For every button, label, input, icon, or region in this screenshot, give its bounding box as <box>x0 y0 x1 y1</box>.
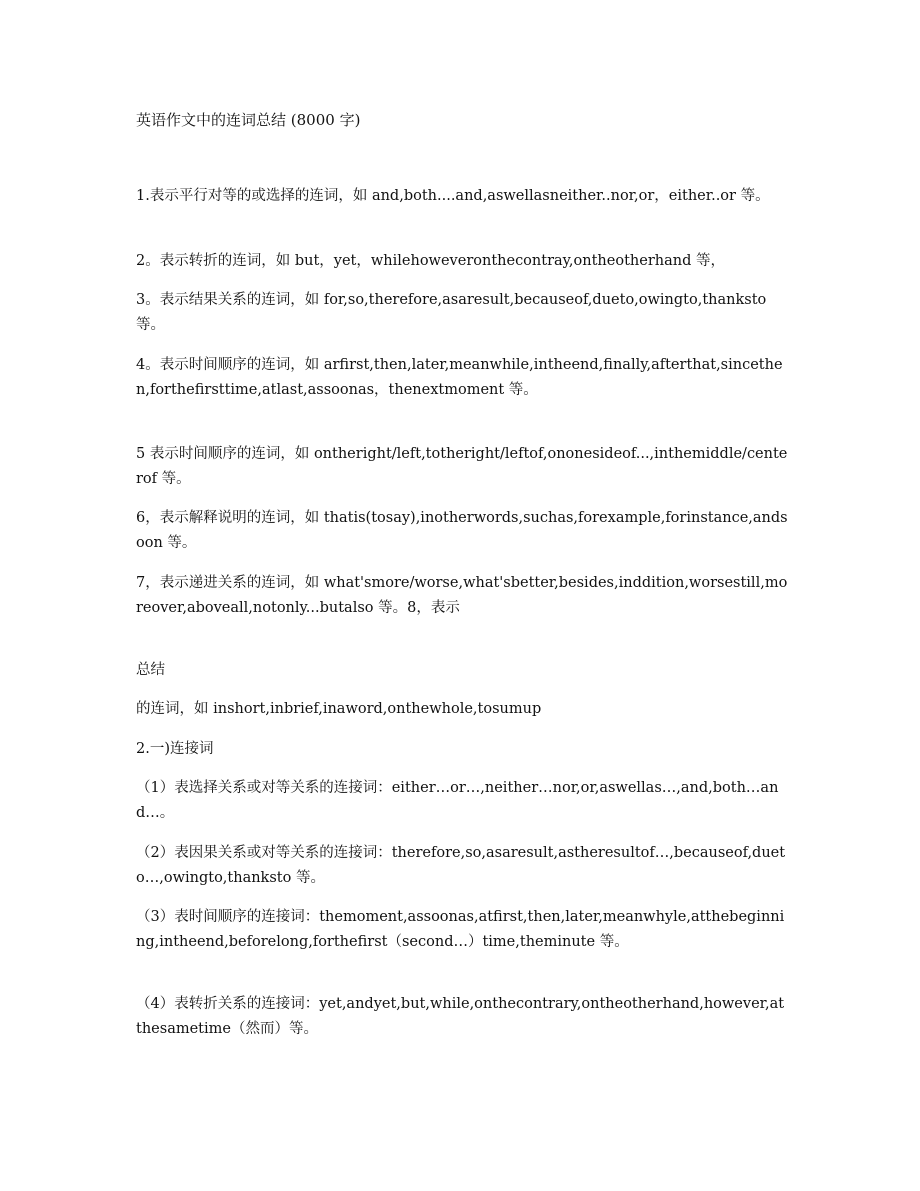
paragraph-6: 6，表示解释说明的连词，如 thatis(tosay),inotherwords,suchas,forexample,forinstance,andsoon 等。 <box>136 510 788 551</box>
paragraph-5: 5 表示时间顺序的连词，如 ontheright/left,totheright/leftof,ononesideof...,inthemiddle/centerof 等。 <box>136 446 788 487</box>
paragraph-9: （1）表选择关系或对等关系的连接词：either…or…,neither…nor,or,aswellas…,and,both…and…。 <box>136 780 779 821</box>
document-title: 英语作文中的连词总结 (8000 字) <box>136 111 361 129</box>
paragraph-8: 的连词，如 inshort,inbrief,inaword,onthewhole,tosumup <box>136 701 542 717</box>
paragraph-4: 4。表示时间顺序的连词，如 arfirst,then,later,meanwhile,intheend,finally,afterthat,sincethen,forthefirsttime,atlast,assoonas，thenextmoment 等。 <box>136 357 783 398</box>
paragraph-1: 1.表示平行对等的或选择的连词，如 and,both....and,aswellasneither..nor,or，either..or 等。 <box>136 188 770 204</box>
section-heading-conjunctions: 2.一)连接词 <box>136 741 214 757</box>
paragraph-2: 2。表示转折的连词，如 but，yet，whilehoweveronthecontray,ontheotherhand 等， <box>136 253 725 269</box>
paragraph-summary-heading: 总结 <box>136 662 165 678</box>
paragraph-11: （3）表时间顺序的连接词：themoment,assoonas,atfirst,then,later,meanwhyle,atthebeginning,intheend,beforelong,forthefirst（second…）time,theminute 等。 <box>136 909 785 950</box>
paragraph-7: 7，表示递进关系的连词，如 what'smore/worse,what'sbetter,besides,inddition,worsestill,moreover,aboveall,notonly...butalso 等。8，表示 <box>136 575 788 616</box>
paragraph-10: （2）表因果关系或对等关系的连接词：therefore,so,asaresult,astheresultof…,becauseof,dueto…,owingto,thanksto 等。 <box>136 845 786 886</box>
paragraph-3: 3。表示结果关系的连词，如 for,so,therefore,asaresult,becauseof,dueto,owingto,thanksto 等。 <box>136 292 767 333</box>
paragraph-12: （4）表转折关系的连接词：yet,andyet,but,while,onthecontrary,ontheotherhand,however,atthesametime（然而）等。 <box>136 996 785 1037</box>
